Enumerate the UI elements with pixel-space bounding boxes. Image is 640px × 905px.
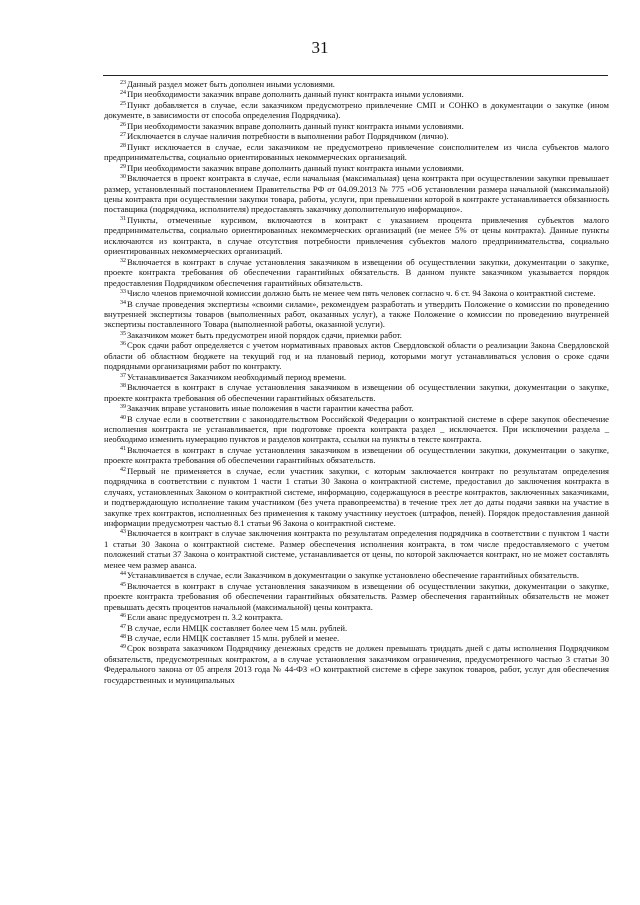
footnote-text: Заказчик вправе установить иные положения в части гарантии качества работ.	[127, 403, 414, 414]
footnote-number: 23	[120, 80, 126, 86]
footnote-text: Включается в контракт в случае установления заказчиком в извещении об осуществлении закупки, документации о закупке, проекте контракта требования об обеспечении гарантийных обязательств.	[104, 382, 609, 403]
footnote-text: Устанавливается Заказчиком необходимый период времени.	[127, 371, 347, 382]
footnote-44	[104, 570, 609, 580]
footnote-number: 39	[120, 404, 126, 411]
footnote-text: Заказчиком может быть предусмотрен иной порядок сдачи, приемки работ.	[127, 329, 402, 340]
footnote-number: 47	[120, 623, 126, 630]
footnote-48	[104, 633, 609, 643]
footnote-45	[104, 581, 609, 612]
footnote-29	[104, 163, 609, 173]
footnote-number: 43	[120, 529, 126, 536]
footnote-text: При необходимости заказчик вправе дополнить данный пункт контракта иными условиями.	[127, 162, 464, 173]
footnote-46	[104, 612, 609, 622]
footnote-number: 33	[120, 289, 126, 296]
footnote-43	[104, 528, 609, 570]
footnote-30	[104, 173, 609, 215]
footnote-number: 26	[120, 121, 126, 128]
footnote-number: 37	[120, 372, 126, 379]
footnote-33	[104, 288, 609, 298]
footnote-number: 46	[120, 613, 126, 620]
footnote-number: 30	[120, 174, 126, 181]
footnote-text: Число членов приемочной комиссии должно быть не менее чем пять человек согласно ч. 6 ст. 94 Закона о контрактной системе.	[127, 288, 596, 299]
footnote-41	[104, 445, 609, 466]
footnote-40	[104, 414, 609, 445]
footnote-number: 48	[120, 634, 126, 641]
footnote-number: 34	[120, 299, 126, 306]
footnote-separator	[103, 75, 608, 76]
footnote-31	[104, 215, 609, 257]
footnote-number: 31	[120, 215, 126, 222]
footnote-text: Исключается в случае наличия потребности в выполнении работ Подрядчиком (лично).	[127, 131, 449, 142]
footnote-28	[104, 142, 609, 163]
footnote-number: 35	[120, 330, 126, 337]
footnote-text: В случае, если НМЦК составляет более чем 15 млн. рублей.	[127, 622, 348, 633]
footnote-number: 28	[120, 142, 126, 149]
footnote-number: 38	[120, 383, 126, 390]
footnote-text: Пункт добавляется в случае, если заказчиком предусмотрено привлечение СМП и СОНКО в документации о закупке (ином документе, в зависимости от способа определения Подрядчика).	[104, 99, 609, 121]
footnote-39	[104, 403, 609, 413]
footnote-number: 45	[120, 581, 126, 588]
footnote-number: 44	[120, 571, 126, 578]
footnote-text: Данный раздел может быть дополнен иными условиями.	[127, 79, 335, 89]
footnote-47	[104, 623, 609, 633]
footnote-text: Срок возврата заказчиком Подрядчику денежных средств не должен превышать тридцать дней с даты исполнения Подрядчиком обязательств, предусмотренных контрактом, а в случае установления заказчиком ограничения, предусмотренного частью 3 статьи 30 Федерального закона от 05 апреля 2013 года № 44-ФЗ «О контрактной системе в сфере закупок товаров, работ, услуг для обеспечения государственных и муниципальных	[104, 643, 609, 685]
footnote-text: Срок сдачи работ определяется с учетом нормативных правовых актов Свердловской области о реализации Закона Свердловской области об областном бюджете на текущий год и на плановый период, которыми могут устанавливаться условия о сроке сдачи подрядными организациями работ по контракту.	[104, 340, 609, 372]
footnote-34	[104, 299, 609, 330]
footnote-23	[104, 79, 609, 89]
footnotes-block	[104, 79, 609, 685]
footnote-42	[104, 466, 609, 529]
footnote-number: 32	[120, 257, 126, 264]
footnote-32	[104, 257, 609, 288]
footnote-text: В случае проведения экспертизы «своими силами», рекомендуем разработать и утвердить Положение о комиссии по проведению внутренней экспертизы товаров (выполненных работ, оказанных услуг), а также Положение о комиссии по проведению внутренней экспертизы поставленного Товара (выполненной работы, оказанной услуги).	[104, 298, 609, 330]
footnote-number: 29	[120, 163, 126, 170]
footnote-36	[104, 340, 609, 371]
footnote-26	[104, 121, 609, 131]
footnote-24	[104, 89, 609, 99]
footnote-number: 36	[120, 341, 126, 348]
footnote-text: Включается в контракт в случае установления заказчиком в извещении об осуществлении закупки, документации о закупке, проекте контракта требования об обеспечении гарантийных обязательств. Размер обеспечения гарантийных обязательств не может превышать десять процентов начальной (максимальной) цены контракта.	[104, 580, 609, 612]
footnote-text: При необходимости заказчик вправе дополнить данный пункт контракта иными условиями.	[127, 120, 464, 131]
footnote-text: При необходимости заказчик вправе дополнить данный пункт контракта иными условиями.	[127, 89, 464, 100]
footnote-text: Включается в контракт в случае заключения контракта по результатам определения подрядчика в соответствии с пунктом 1 части 1 статьи 30 Закона о контрактной системе. Размер обеспечения исполнения контракта, в том числе предоставляемого с учетом положений статьи 37 Закона о контрактной системе, устанавливается от цены, по которой заключается контракт, но не может составлять менее чем размер аванса.	[104, 528, 609, 570]
footnote-number: 49	[120, 644, 126, 651]
footnote-number: 27	[120, 132, 126, 139]
footnote-number: 41	[120, 445, 126, 452]
footnote-number: 24	[120, 90, 126, 97]
footnote-text: Включается в контракт в случае установления заказчиком в извещении об осуществлении закупки, документации о закупке, проекте контракта требования об обеспечении гарантийных обязательств.	[104, 444, 609, 466]
footnote-27	[104, 131, 609, 141]
footnote-37	[104, 372, 609, 382]
footnote-text: Первый не применяется в случае, если участник закупки, с которым заключается контракт по результатам определения подрядчика в соответствии с пунктом 1 части 1 статьи 30 Закона о контрактной системе, предоставил до заключения контракта в случаях, установленных Законом о контрактной системе, информацию, содержащуюся в реестре контрактов, заключенных заказчиками, и подтверждающую исполнение таким участником (без учета правопреемства) в течение трех лет до даты подачи заявки на участие в закупке трех контрактов, исполненных без применения к такому участнику неустоек (штрафов, пеней). Порядок предоставления данной информации предусмотрен частью 8.1 статьи 96 Закона о контрактной системе.	[104, 465, 609, 529]
page-number: 31	[311, 38, 329, 57]
footnote-text: Пункт исключается в случае, если заказчиком не предусмотрено привлечение соисполнителем из числа субъектов малого предпринимательства, социально ориентированных некоммерческих организаций.	[104, 141, 609, 163]
footnote-number: 25	[120, 100, 126, 107]
footnote-text: Если аванс предусмотрен п. 3.2 контракта.	[127, 612, 283, 623]
footnote-text: Включается в проект контракта в случае, если начальная (максимальная) цена контракта при осуществлении закупки превышает размер, установленный постановлением Правительства РФ от 04.09.2013 № 775 «Об установлении размера начальной (максимальной) цены контракта при осуществлении закупки товара, работы, услуги, при превышении которой в контракте устанавливается обязанность поставщика (подрядчика, исполнителя) предоставлять заказчику дополнительную информацию».	[104, 173, 609, 215]
footnote-number: 40	[120, 414, 126, 421]
footnote-text: Включается в контракт в случае установления заказчиком в извещении об осуществлении закупки, документации о закупке, проекте контракта требования об обеспечении гарантийных обязательств. В данном пункте заказчиком указывается порядок предоставления Подрядчиком обеспечения гарантийных обязательств.	[104, 256, 609, 288]
footnote-38	[104, 382, 609, 403]
footnote-text: Устанавливается в случае, если Заказчиком в документации о закупке установлено обеспечение гарантийных обязательств.	[127, 570, 579, 581]
footnote-text: Пункты, отмеченные курсивом, включаются в контракт с указанием процента привлечения субъектов малого предпринимательства, социально ориентированных некоммерческих организаций (не менее 5% от цены контракта). Данные пункты исключаются из контракта, в случае отсутствия потребности привлечения субъектов малого предпринимательства, социально ориентированных некоммерческих организаций.	[104, 214, 609, 257]
footnote-49	[104, 643, 609, 685]
footnote-number: 42	[120, 466, 126, 473]
footnote-text: В случае если в соответствии с законодательством Российской Федерации о контрактной системе в сфере закупок обеспечение исполнения контракта не устанавливается, при подготовке проекта контракта раздел _ исключается. При исключении раздела _ необходимо изменить нумерацию пунктов и разделов контракта, ссылки на пункты в тексте контракта.	[104, 413, 609, 445]
footnote-25	[104, 100, 609, 121]
footnote-text: В случае, если НМЦК составляет 15 млн. рублей и менее.	[127, 633, 340, 644]
footnote-35	[104, 330, 609, 340]
